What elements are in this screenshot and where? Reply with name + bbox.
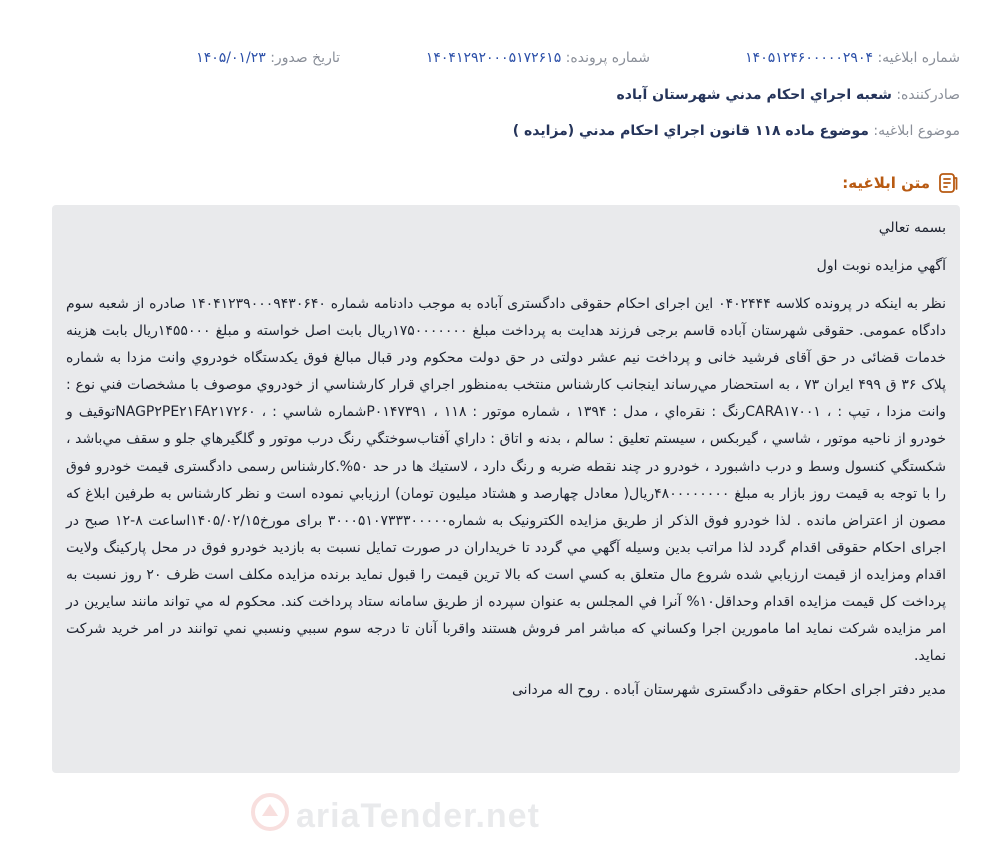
case-number-value: ۱۴۰۴۱۲۹۲۰۰۰۵۱۷۲۶۱۵ [425, 50, 562, 66]
issuer-label: صادرکننده: [896, 87, 960, 103]
tender-logo-icon [250, 792, 290, 841]
case-number-label: شماره پرونده: [565, 50, 650, 66]
notice-text-heading [842, 168, 960, 198]
issue-date-label: تاریخ صدور: [270, 50, 340, 66]
notice-text-title: متن ابلاغیه: [842, 174, 930, 192]
subject [513, 116, 960, 146]
subject-label: موضوع ابلاغیه: [873, 123, 960, 139]
watermark-text: ariaTender.net [296, 796, 540, 835]
notice-signature: مدیر دفتر اجرای احکام حقوقی دادگستری شهرستان آباده . روح اله مردانی [512, 682, 946, 699]
notice-body: نظر به اینکه در پرونده کلاسه ۰۴۰۲۴۴۴ این اجرای احکام حقوقی دادگستری آباده به موجب دادنامه شماره ۱۴۰۴۱۲۳۹۰۰۰۹۴۳۰۶۴۰ صادره از شعبه سوم دادگاه عمومی. حقوقی شهرستان آباده قاسم برجی فرزند هدایت به پرداخت مبلغ ۱۷۵۰۰۰۰۰۰۰ریال بابت اصل خواسته و مبلغ ۱۴۵۵۰۰۰ریال بابت هزینه خدمات قضائی در حق آقای فرشید خانی و پرداخت نیم عشر دولتی در حق دولت محکوم ودر قبال مبالغ فوق یکدستگاه خودروي وانت مزدا به شماره پلاک ۳۶ ق ۴۹۹ ایران ۷۳ ، به استحضار مي‌رساند اینجانب کارشناس منتخب به‌منظور اجراي قرار کارشناسي از خودروي موصوف با مشخصات فني نوع : وانت مزدا ، تیپ : ، CARA۱۷۰۰۱رنگ : نقره‌اي ، مدل : ۱۳۹۴ ، شماره موتور : ۱۱۸ ، P۰۱۴۷۳۹۱شماره شاسي : ، NAGP۲PE۲۱FA۲۱۷۲۶۰توقيف و خودرو از ناحيه موتور ، شاسي ، گيربكس ، سيستم تعليق : سالم ، بدنه و اتاق : داراي آفتاب‌سوختگي رنگ درب موتور و گلگيرهاي جلو و سقف مي‌باشد ، شكستگي كنسول وسط و درب داشبورد ، خودرو در چند نقطه ضربه و رنگ دارد ، لاستيك ها در حد ۵۰%.کارشناس رسمی دادگستری قیمت خودرو فوق را با توجه به قيمت روز بازار به مبلغ ۴۸۰۰۰۰۰۰۰۰ريال( معادل چهارصد و هشتاد میلیون تومان) ارزيابي نموده است و نظر کارشناس به طرفین ابلاغ که مصون از اعتراض مانده . لذا خودرو فوق الذکر از طریق مزایده الکترونیک به شماره۳۰۰۰۵۱۰۷۳۳۳۰۰۰۰۰ برای مورخ۱۴۰۵/۰۲/۱۵اساعت ۸-۱۲ صبح در اجرای احکام حقوقی اقدام گردد لذا مراتب بدين وسيله آگهي مي گردد تا خريداران در صورت تمايل نسبت به بازديد خودرو فوق در محل پارکینگ ولایت اقدام ومزايده از قيمت ارزيابي شده شروع مال متعلق به كسي است كه بالا ترين قيمت را قبول نمايد برنده مزايده مكلف است ظرف ۲۰ روز نسبت به پرداخت كل قيمت مزايده اقدام وحداقل۱۰% آنرا في المجلس به عنوان سپرده از طریق سامانه ستاد پرداخت کند. محكوم له مي تواند مانند سايرين در امر مزايده شركت نمايد اما مامورين اجرا وكساني كه مباشر امر فروش هستند واقربا آنان تا درجه سوم سببي ونسبي نمي توانند در امر خريد شركت نمايد. [66, 296, 947, 665]
watermark [250, 790, 540, 842]
header-row-numbers [0, 43, 1000, 73]
issuer-value: شعبه اجراي احكام مدني شهرستان آباده [616, 87, 892, 103]
issuer [617, 80, 961, 110]
notice-opening: بسمه تعالي [878, 220, 946, 236]
document-text-icon [936, 171, 960, 195]
notice-number-value: ۱۴۰۵۱۲۴۶۰۰۰۰۰۲۹۰۴ [745, 50, 873, 66]
issue-date-value: ۱۴۰۵/۰۱/۲۳ [196, 50, 266, 66]
notice-number [745, 43, 960, 73]
notice-title: آگهي مزايده نوبت اول [816, 258, 946, 274]
subject-value: موضوع ماده ۱۱۸ قانون اجراي احكام مدني (مزايده ) [512, 123, 869, 139]
case-number [426, 43, 650, 73]
notice-number-label: شماره ابلاغیه: [877, 50, 960, 66]
issue-date [196, 43, 340, 73]
header-row-issuer [0, 80, 1000, 110]
header-row-subject [0, 116, 1000, 146]
notice-content [52, 205, 960, 773]
